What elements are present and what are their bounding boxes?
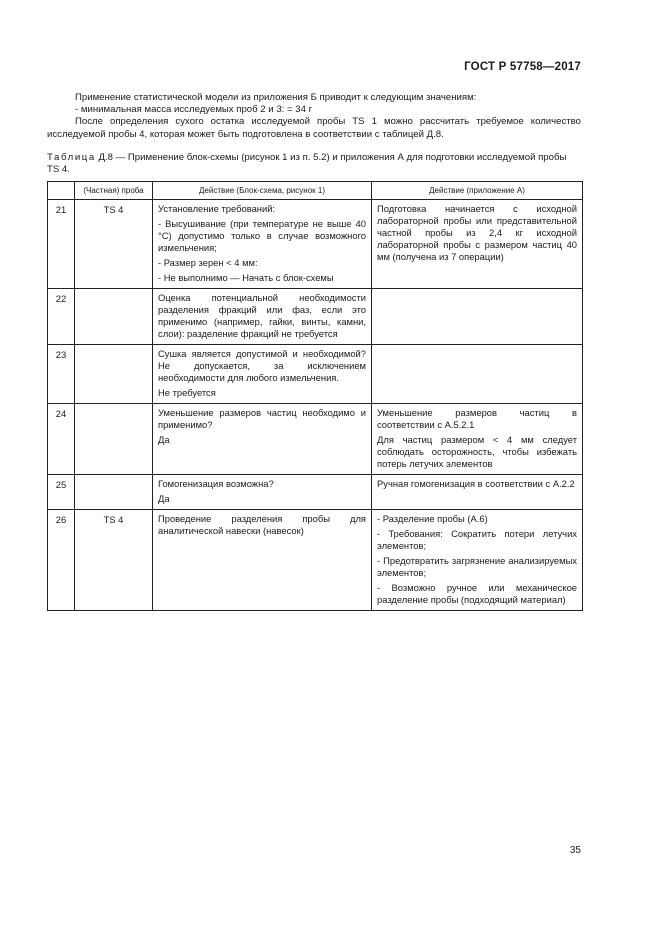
intro-paragraph-2: - минимальная масса исследуемых проб 2 и 3: = 34 г	[75, 104, 313, 115]
intro-paragraph-1: Применение статистической модели из приложения Б приводит к следующим значениям:	[75, 92, 477, 103]
table-row	[48, 475, 583, 510]
table-row	[48, 289, 583, 345]
action-cell	[153, 345, 372, 404]
action-line: - Не выполнимо — Начать с блок-схемы	[158, 272, 334, 283]
annex-line: - Требования: Сократить потери летучих элементов;	[377, 528, 577, 551]
step-number: 22	[48, 289, 75, 345]
annex-line: Уменьшение размеров частиц в соответствии с А.5.2.1	[377, 407, 577, 430]
annex-cell	[372, 475, 583, 510]
action-line: Да	[158, 493, 170, 504]
action-line: Оценка потенциальной необходимости разделения фракций или фаз, если это применимо (например, гайки, винты, камни, слои): разделение фракций не требуется	[158, 292, 366, 339]
annex-cell	[372, 200, 583, 289]
probe-cell	[75, 289, 153, 345]
annex-cell	[372, 404, 583, 475]
annex-line: Ручная гомогенизация в соответствии с А.2.2	[377, 478, 575, 489]
action-line: Установление требований:	[158, 203, 276, 214]
step-number: 25	[48, 475, 75, 510]
action-cell	[153, 200, 372, 289]
header-probe: (Частная) проба	[75, 182, 153, 200]
probe-cell: TS 4	[75, 200, 153, 289]
intro-paragraph-3: После определения сухого остатка исследуемой пробы TS 1 можно рассчитать требуемое количество исследуемой пробы 4, которая может быть подготовлена в соответствии с таблицей Д.8.	[47, 116, 581, 140]
header-action-annex: Действие (приложение А)	[372, 182, 583, 200]
action-cell	[153, 289, 372, 345]
action-line: - Размер зерен < 4 мм:	[158, 257, 258, 268]
annex-line: - Предотвратить загрязнение анализируемых элементов;	[377, 555, 577, 578]
header-action-flowchart: Действие (Блок-схема, рисунок 1)	[153, 182, 372, 200]
table-caption-text: Д.8 — Применение блок-схемы (рисунок 1 из п. 5.2) и приложения А для подготовки исследуемой пробы TS 4.	[47, 152, 567, 176]
annex-cell	[372, 510, 583, 611]
probe-cell	[75, 475, 153, 510]
procedure-table	[47, 181, 583, 611]
annex-cell	[372, 345, 583, 404]
step-number: 21	[48, 200, 75, 289]
action-line: - Высушивание (при температуре не выше 40 °С) допустимо только в случае возможного измельчения;	[158, 218, 366, 253]
action-line: Проведение разделения пробы для аналитической навески (навесок)	[158, 513, 366, 536]
table-row	[48, 345, 583, 404]
action-cell	[153, 475, 372, 510]
page-number: 35	[569, 845, 581, 856]
step-number: 24	[48, 404, 75, 475]
action-cell	[153, 510, 372, 611]
table-row	[48, 200, 583, 289]
action-line: Да	[158, 434, 170, 445]
document-header: ГОСТ Р 57758—2017	[464, 61, 581, 73]
annex-cell	[372, 289, 583, 345]
action-line: Уменьшение размеров частиц необходимо и применимо?	[158, 407, 366, 430]
probe-cell	[75, 404, 153, 475]
probe-cell: TS 4	[75, 510, 153, 611]
probe-cell	[75, 345, 153, 404]
annex-line: - Разделение пробы (А.6)	[377, 513, 488, 524]
action-cell	[153, 404, 372, 475]
table-row	[48, 404, 583, 475]
action-line: Гомогенизация возможна?	[158, 478, 274, 489]
table-row	[48, 510, 583, 611]
header-step	[48, 182, 75, 200]
step-number: 26	[48, 510, 75, 611]
action-line: Сушка является допустимой и необходимой? Не допускается, за исключением необходимости для любого измельчения.	[158, 348, 366, 383]
annex-line: - Возможно ручное или механическое разделение пробы (подходящий материал)	[377, 582, 577, 605]
table-caption	[47, 152, 581, 176]
annex-line: Подготовка начинается с исходной лабораторной пробы или представительной частной пробы из 2,4 кг исходной лабораторной пробы с размером частиц 40 мм (полученa из 7 операции)	[377, 203, 577, 262]
table-caption-label: Таблица	[47, 152, 96, 163]
table-header-row	[48, 182, 583, 200]
annex-line: Для частиц размером < 4 мм следует соблюдать осторожность, чтобы избежать потерь летучих элементов	[377, 434, 577, 469]
action-line: Не требуется	[158, 387, 216, 398]
step-number: 23	[48, 345, 75, 404]
